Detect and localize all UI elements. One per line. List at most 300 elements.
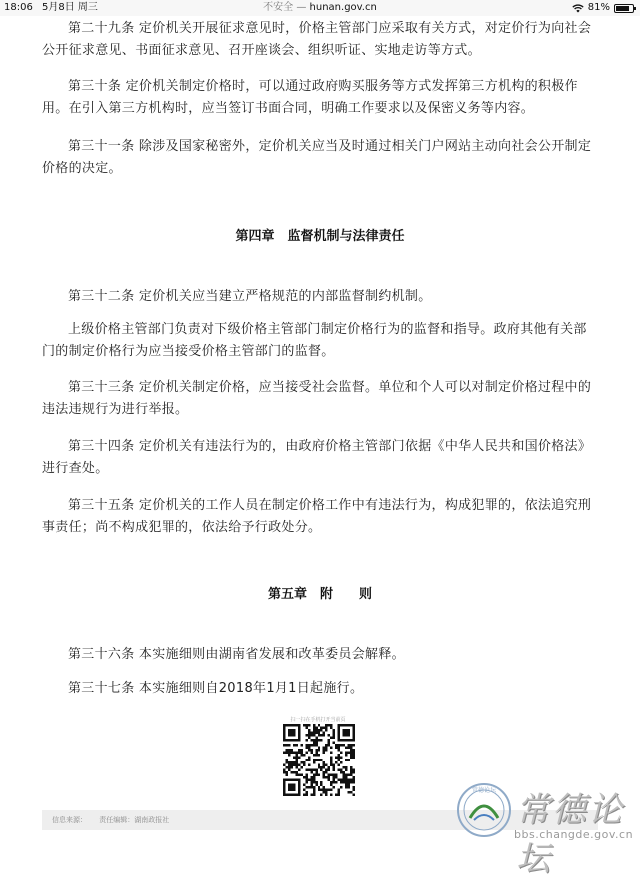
- qr-module: [283, 769, 285, 771]
- qr-module: [318, 724, 320, 726]
- qr-module: [293, 789, 295, 791]
- qr-module: [310, 751, 312, 753]
- qr-module: [298, 724, 300, 726]
- qr-module: [305, 739, 307, 741]
- qr-module: [298, 791, 300, 793]
- qr-module: [325, 744, 327, 746]
- qr-module: [298, 731, 300, 733]
- qr-module: [298, 749, 300, 751]
- qr-module: [345, 739, 347, 741]
- qr-module: [315, 741, 317, 743]
- qr-module: [353, 781, 355, 783]
- qr-module: [338, 726, 340, 728]
- qr-module: [318, 729, 320, 731]
- paragraph: 上级价格主管部门负责对下级价格主管部门制定价格行为的监督和指导。政府其他有关部门的制定价格行为应当接受价格主管部门的监督。: [42, 322, 587, 359]
- qr-module: [310, 769, 312, 771]
- qr-module: [350, 744, 352, 746]
- qr-module: [333, 781, 335, 783]
- qr-module: [283, 771, 285, 773]
- qr-module: [300, 749, 302, 751]
- qr-module: [305, 781, 307, 783]
- qr-module: [345, 786, 347, 788]
- qr-module: [298, 786, 300, 788]
- qr-module: [333, 779, 335, 781]
- qr-module: [305, 734, 307, 736]
- qr-module: [308, 749, 310, 751]
- qr-module: [328, 766, 330, 768]
- qr-module: [330, 774, 332, 776]
- qr-module: [308, 729, 310, 731]
- qr-module: [328, 789, 330, 791]
- qr-module: [340, 724, 342, 726]
- qr-module: [318, 764, 320, 766]
- qr-module: [283, 731, 285, 733]
- qr-module: [345, 754, 347, 756]
- qr-module: [333, 766, 335, 768]
- paragraph: 第三十六条 本实施细则由湖南省发展和改革委员会解释。: [68, 647, 405, 662]
- qr-module: [330, 794, 332, 796]
- qr-module: [338, 746, 340, 748]
- qr-module: [308, 769, 310, 771]
- qr-module: [353, 726, 355, 728]
- qr-module: [325, 749, 327, 751]
- qr-module: [295, 739, 297, 741]
- paragraph: 第三十五条 定价机关的工作人员在制定价格工作中有违法行为，构成犯罪的，依法追究刑事责任；尚不构成犯罪的，依法给予行政处分。: [42, 498, 592, 535]
- qr-module: [305, 776, 307, 778]
- qr-module: [318, 759, 320, 761]
- qr-module: [338, 779, 340, 781]
- qr-module: [323, 761, 325, 763]
- qr-module: [308, 746, 310, 748]
- qr-module: [343, 779, 345, 781]
- qr-module: [293, 761, 295, 763]
- qr-module: [353, 731, 355, 733]
- qr-module: [310, 744, 312, 746]
- qr-module: [320, 784, 322, 786]
- qr-module: [330, 781, 332, 783]
- paragraph: 第二十九条 定价机关开展征求意见时，价格主管部门应采取有关方式，对定价行为向社会公开征求意见、书面征求意见、召开座谈会、组织听证、实地走访等方式。: [42, 21, 592, 58]
- qr-module: [333, 786, 335, 788]
- chapter-heading: 第五章 附 则: [267, 587, 372, 602]
- qr-module: [310, 734, 312, 736]
- qr-module: [295, 774, 297, 776]
- qr-module: [295, 754, 297, 756]
- qr-module: [308, 759, 310, 761]
- qr-module: [288, 754, 290, 756]
- qr-module: [320, 789, 322, 791]
- qr-module: [323, 774, 325, 776]
- qr-module: [320, 769, 322, 771]
- qr-module: [293, 751, 295, 753]
- qr-module: [310, 776, 312, 778]
- chapter-heading: 第四章 监督机制与法律责任: [235, 229, 405, 244]
- qr-module: [298, 781, 300, 783]
- qr-module: [283, 779, 285, 781]
- qr-module: [303, 761, 305, 763]
- qr-module: [295, 764, 297, 766]
- qr-module: [303, 764, 305, 766]
- qr-module: [313, 779, 315, 781]
- qr-module: [305, 744, 307, 746]
- qr-module: [293, 724, 295, 726]
- url-domain: hunan.gov.cn: [309, 2, 377, 13]
- qr-module: [285, 766, 287, 768]
- qr-module: [330, 761, 332, 763]
- qr-module: [298, 751, 300, 753]
- qr-module: [288, 779, 290, 781]
- qr-module: [315, 731, 317, 733]
- qr-module: [325, 746, 327, 748]
- qr-module: [315, 769, 317, 771]
- qr-module: [353, 769, 355, 771]
- qr-module: [335, 794, 337, 796]
- qr-module: [300, 744, 302, 746]
- qr-module: [333, 729, 335, 731]
- qr-module: [305, 774, 307, 776]
- qr-module: [295, 751, 297, 753]
- qr-module: [330, 726, 332, 728]
- qr-module: [285, 739, 287, 741]
- qr-module: [333, 764, 335, 766]
- qr-module: [323, 766, 325, 768]
- qr-module: [330, 756, 332, 758]
- qr-module: [325, 771, 327, 773]
- qr-module: [283, 734, 285, 736]
- qr-module: [325, 794, 327, 796]
- qr-module: [290, 764, 292, 766]
- qr-module: [303, 724, 305, 726]
- qr-module: [283, 739, 285, 741]
- qr-module: [345, 759, 347, 761]
- qr-module: [333, 776, 335, 778]
- qr-module: [285, 724, 287, 726]
- qr-module: [343, 766, 345, 768]
- address-bar[interactable]: [0, 0, 640, 16]
- qr-module: [290, 794, 292, 796]
- qr-module: [303, 794, 305, 796]
- qr-module: [313, 786, 315, 788]
- qr-module: [350, 751, 352, 753]
- qr-module: [343, 774, 345, 776]
- qr-module: [320, 766, 322, 768]
- qr-module: [313, 761, 315, 763]
- qr-module: [338, 744, 340, 746]
- qr-module: [348, 729, 350, 731]
- qr-module: [353, 739, 355, 741]
- qr-module: [283, 744, 285, 746]
- qr-module: [293, 729, 295, 731]
- qr-module: [303, 754, 305, 756]
- qr-module: [343, 776, 345, 778]
- qr-module: [295, 766, 297, 768]
- qr-module: [328, 769, 330, 771]
- qr-module: [338, 756, 340, 758]
- qr-module: [285, 761, 287, 763]
- qr-module: [323, 751, 325, 753]
- qr-module: [348, 786, 350, 788]
- qr-module: [315, 781, 317, 783]
- watermark-url: bbs.changde.gov.cn: [514, 828, 634, 841]
- qr-module: [300, 774, 302, 776]
- qr-module: [308, 724, 310, 726]
- qr-module: [335, 746, 337, 748]
- qr-module: [310, 786, 312, 788]
- qr-module: [333, 741, 335, 743]
- qr-module: [298, 734, 300, 736]
- status-bar: [0, 0, 640, 16]
- qr-module: [348, 781, 350, 783]
- qr-module: [323, 734, 325, 736]
- insecure-label: 不安全 —: [263, 2, 310, 13]
- qr-module: [343, 739, 345, 741]
- qr-module: [338, 724, 340, 726]
- qr-module: [313, 741, 315, 743]
- qr-module: [343, 744, 345, 746]
- qr-module: [340, 756, 342, 758]
- qr-module: [290, 749, 292, 751]
- battery-fill: [616, 6, 629, 11]
- qr-module: [340, 781, 342, 783]
- qr-module: [300, 751, 302, 753]
- qr-module: [323, 726, 325, 728]
- qr-module: [323, 789, 325, 791]
- qr-code-image: [283, 724, 355, 796]
- qr-module: [353, 779, 355, 781]
- qr-module: [348, 791, 350, 793]
- qr-module: [308, 736, 310, 738]
- qr-module: [315, 774, 317, 776]
- qr-module: [288, 764, 290, 766]
- qr-module: [320, 781, 322, 783]
- qr-module: [350, 724, 352, 726]
- qr-module: [293, 786, 295, 788]
- qr-module: [293, 744, 295, 746]
- qr-module: [350, 779, 352, 781]
- status-date: 5月8日 周三: [42, 2, 98, 13]
- qr-module: [333, 769, 335, 771]
- qr-module: [343, 781, 345, 783]
- qr-module: [288, 794, 290, 796]
- paragraph: 第三十一条 除涉及国家秘密外，定价机关应当及时通过相关门户网站主动向社会公开制定价格的决定。: [42, 139, 592, 176]
- qr-module: [288, 761, 290, 763]
- qr-module: [285, 744, 287, 746]
- qr-module: [295, 794, 297, 796]
- qr-module: [290, 784, 292, 786]
- qr-module: [288, 724, 290, 726]
- qr-module: [350, 781, 352, 783]
- qr-module: [285, 794, 287, 796]
- qr-module: [330, 789, 332, 791]
- qr-module: [290, 779, 292, 781]
- qr-module: [323, 749, 325, 751]
- qr-module: [345, 729, 347, 731]
- qr-module: [313, 769, 315, 771]
- qr-module: [305, 769, 307, 771]
- qr-module: [353, 756, 355, 758]
- qr-module: [320, 726, 322, 728]
- qr-module: [305, 751, 307, 753]
- qr-module: [290, 734, 292, 736]
- qr-module: [298, 739, 300, 741]
- qr-module: [340, 744, 342, 746]
- qr-module: [318, 786, 320, 788]
- qr-module: [313, 794, 315, 796]
- qr-module: [290, 789, 292, 791]
- qr-module: [353, 776, 355, 778]
- qr-module: [305, 759, 307, 761]
- qr-module: [305, 726, 307, 728]
- qr-module: [290, 724, 292, 726]
- qr-module: [293, 779, 295, 781]
- qr-module: [330, 724, 332, 726]
- qr-module: [328, 776, 330, 778]
- qr-module: [318, 731, 320, 733]
- qr-module: [305, 724, 307, 726]
- qr-module: [315, 726, 317, 728]
- qr-module: [335, 761, 337, 763]
- status-indicators: [572, 0, 634, 16]
- qr-module: [298, 736, 300, 738]
- forum-watermark: [454, 780, 634, 879]
- paragraph: 第三十四条 定价机关有违法行为的，由政府价格主管部门依据《中华人民共和国价格法》进行查处。: [42, 439, 592, 476]
- qr-module: [308, 734, 310, 736]
- qr-module: [295, 779, 297, 781]
- qr-module: [285, 749, 287, 751]
- qr-module: [303, 784, 305, 786]
- qr-module: [350, 754, 352, 756]
- qr-module: [283, 726, 285, 728]
- qr-module: [353, 786, 355, 788]
- qr-module: [315, 751, 317, 753]
- qr-module: [348, 759, 350, 761]
- qr-module: [348, 731, 350, 733]
- qr-module: [350, 774, 352, 776]
- qr-module: [285, 759, 287, 761]
- qr-module: [335, 776, 337, 778]
- qr-module: [345, 781, 347, 783]
- qr-module: [350, 746, 352, 748]
- qr-module: [293, 784, 295, 786]
- qr-module: [310, 771, 312, 773]
- qr-module: [288, 751, 290, 753]
- paragraph: 第三十七条 本实施细则自2018年1月1日起施行。: [68, 681, 364, 696]
- qr-module: [290, 751, 292, 753]
- qr-module: [293, 734, 295, 736]
- qr-module: [338, 731, 340, 733]
- qr-module: [298, 726, 300, 728]
- qr-module: [283, 791, 285, 793]
- watermark-seal-icon: [454, 780, 514, 840]
- qr-module: [313, 739, 315, 741]
- qr-module: [313, 729, 315, 731]
- qr-module: [290, 729, 292, 731]
- qr-module: [315, 739, 317, 741]
- qr-module: [293, 731, 295, 733]
- qr-module: [288, 744, 290, 746]
- qr-module: [298, 764, 300, 766]
- qr-module: [305, 794, 307, 796]
- qr-module: [283, 724, 285, 726]
- qr-module: [310, 739, 312, 741]
- qr-module: [313, 726, 315, 728]
- qr-module: [350, 766, 352, 768]
- qr-module: [288, 749, 290, 751]
- qr-module: [325, 764, 327, 766]
- qr-module: [290, 731, 292, 733]
- editor-label: 责任编辑：湖南政报社: [99, 816, 170, 824]
- qr-module: [298, 774, 300, 776]
- qr-module: [313, 774, 315, 776]
- qr-module: [310, 781, 312, 783]
- battery-percent: 81%: [587, 2, 610, 13]
- qr-module: [338, 729, 340, 731]
- qr-module: [353, 794, 355, 796]
- qr-module: [313, 789, 315, 791]
- qr-module: [295, 744, 297, 746]
- qr-module: [318, 734, 320, 736]
- qr-module: [315, 771, 317, 773]
- qr-module: [308, 731, 310, 733]
- qr-module: [315, 744, 317, 746]
- qr-module: [303, 776, 305, 778]
- qr-module: [288, 769, 290, 771]
- qr-module: [285, 774, 287, 776]
- qr-module: [315, 729, 317, 731]
- qr-module: [345, 734, 347, 736]
- qr-module: [348, 751, 350, 753]
- paragraph: 第三十条 定价机关制定价格时，可以通过政府购买服务等方式发挥第三方机构的积极作用。在引入第三方机构时，应当签订书面合同，明确工作要求以及保密义务等内容。: [42, 79, 578, 116]
- qr-module: [348, 744, 350, 746]
- qr-module: [313, 744, 315, 746]
- qr-module: [288, 734, 290, 736]
- qr-module: [323, 731, 325, 733]
- qr-module: [325, 726, 327, 728]
- qr-module: [293, 794, 295, 796]
- qr-module: [313, 731, 315, 733]
- qr-module: [295, 771, 297, 773]
- qr-module: [308, 744, 310, 746]
- qr-module: [315, 754, 317, 756]
- qr-module: [345, 769, 347, 771]
- qr-module: [283, 789, 285, 791]
- qr-module: [313, 781, 315, 783]
- qr-module: [288, 739, 290, 741]
- qr-module: [293, 764, 295, 766]
- qr-module: [328, 779, 330, 781]
- qr-module: [325, 769, 327, 771]
- battery-icon: [614, 4, 634, 13]
- qr-module: [345, 724, 347, 726]
- qr-module: [350, 791, 352, 793]
- qr-module: [348, 779, 350, 781]
- qr-module: [345, 779, 347, 781]
- wifi-icon: [572, 4, 584, 13]
- qr-module: [340, 779, 342, 781]
- qr-module: [348, 734, 350, 736]
- qr-module: [313, 791, 315, 793]
- qr-module: [285, 751, 287, 753]
- qr-module: [310, 779, 312, 781]
- qr-module: [353, 771, 355, 773]
- qr-module: [300, 761, 302, 763]
- qr-module: [298, 779, 300, 781]
- qr-module: [310, 794, 312, 796]
- qr-module: [335, 756, 337, 758]
- qr-module: [345, 784, 347, 786]
- qr-module: [333, 736, 335, 738]
- qr-module: [353, 754, 355, 756]
- qr-module: [283, 729, 285, 731]
